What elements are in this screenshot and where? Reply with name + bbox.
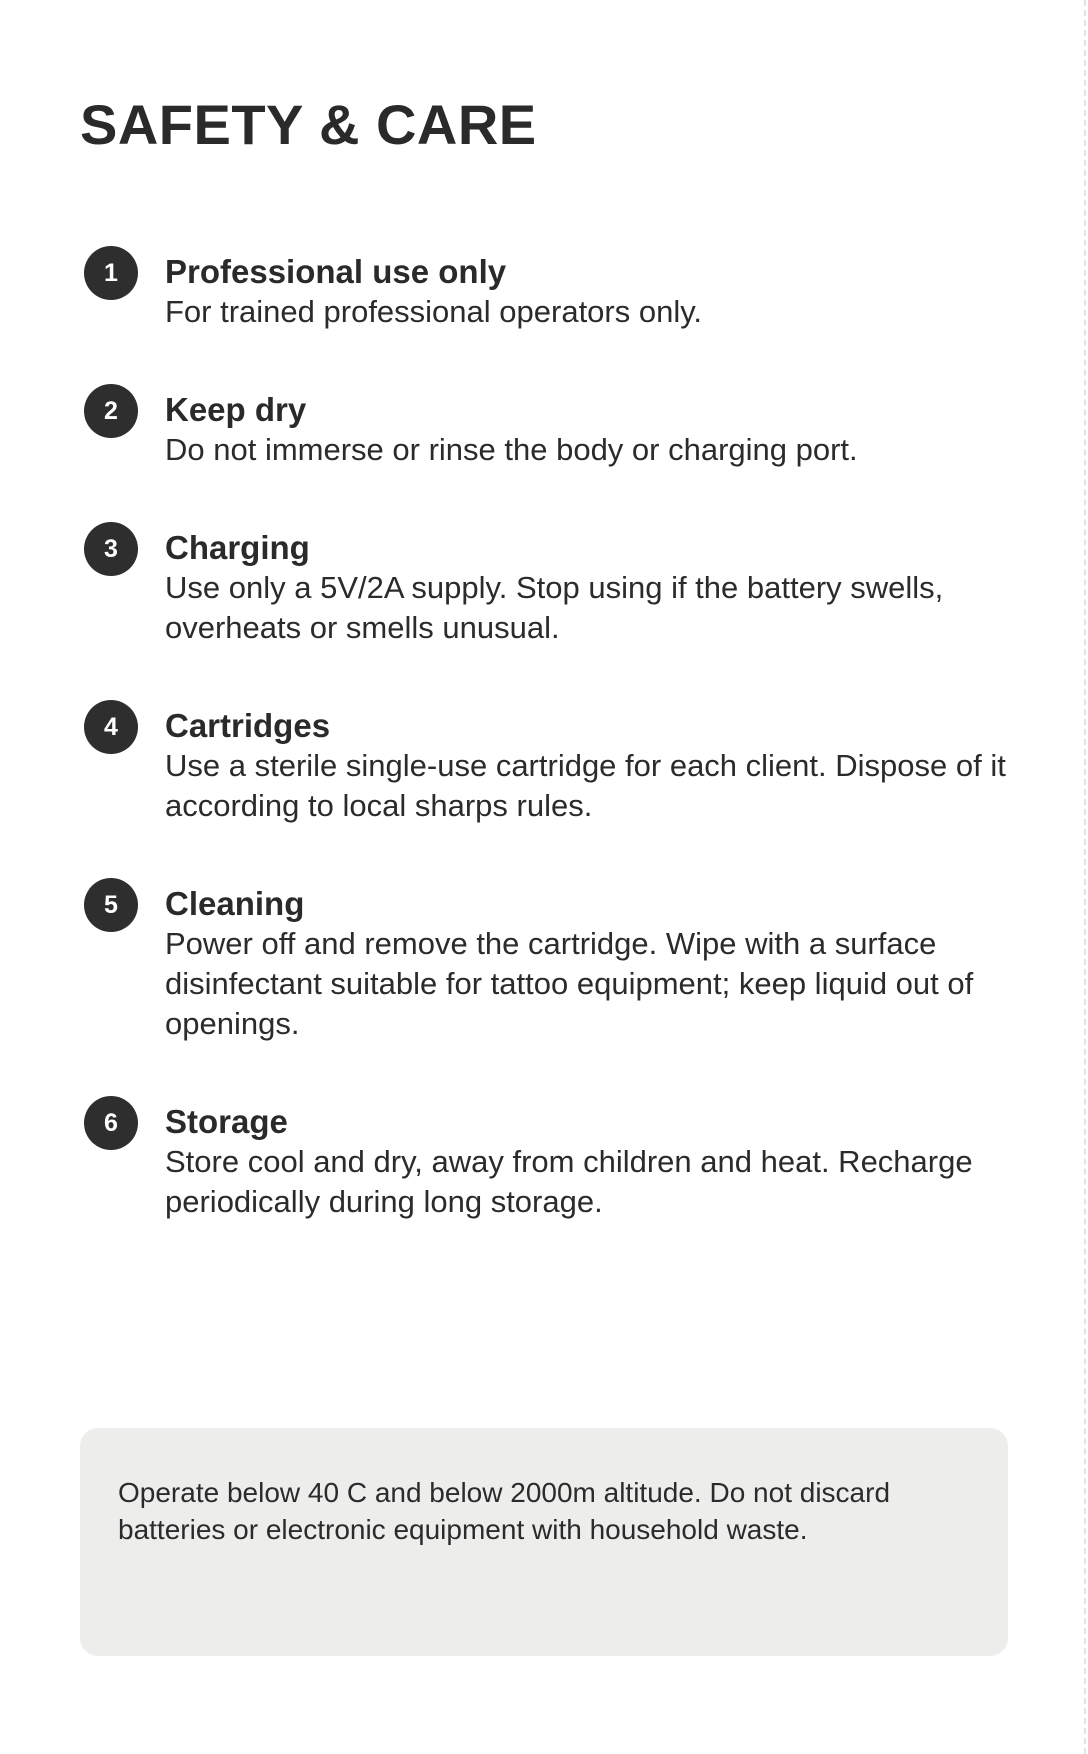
item-title: Storage [165, 1103, 288, 1140]
safety-list [84, 246, 1014, 1274]
step-number-badge: 5 [84, 878, 138, 932]
step-number-badge: 3 [84, 522, 138, 576]
item-description: Use only a 5V/2A supply. Stop using if the battery swells, overheats or smells unusual. [165, 570, 944, 645]
list-item [84, 700, 1014, 826]
page-edge-divider [1084, 0, 1086, 1754]
step-number-badge: 4 [84, 700, 138, 754]
list-item [84, 246, 1014, 332]
item-title: Cleaning [165, 885, 305, 922]
step-number-badge: 2 [84, 384, 138, 438]
item-description: Use a sterile single-use cartridge for each client. Dispose of it according to local sharps rules. [165, 748, 1006, 823]
item-title: Charging [165, 529, 310, 566]
list-item [84, 522, 1014, 648]
item-title: Professional use only [165, 253, 507, 290]
step-number-badge: 6 [84, 1096, 138, 1150]
list-item [84, 878, 1014, 1044]
item-description: Do not immerse or rinse the body or charging port. [165, 432, 858, 467]
item-description: Store cool and dry, away from children and heat. Recharge periodically during long storage. [165, 1144, 973, 1219]
item-title: Keep dry [165, 391, 307, 428]
note-text: Operate below 40 C and below 2000m altitude. Do not discard batteries or electronic equipment with household waste. [118, 1477, 891, 1545]
list-item [84, 1096, 1014, 1222]
step-number-badge: 1 [84, 246, 138, 300]
page-title: SAFETY & CARE [80, 93, 537, 156]
item-description: For trained professional operators only. [165, 294, 703, 329]
item-title: Cartridges [165, 707, 331, 744]
environment-note-box [80, 1428, 1008, 1656]
item-description: Power off and remove the cartridge. Wipe with a surface disinfectant suitable for tattoo equipment; keep liquid out of openings. [165, 926, 974, 1041]
list-item [84, 384, 1014, 470]
